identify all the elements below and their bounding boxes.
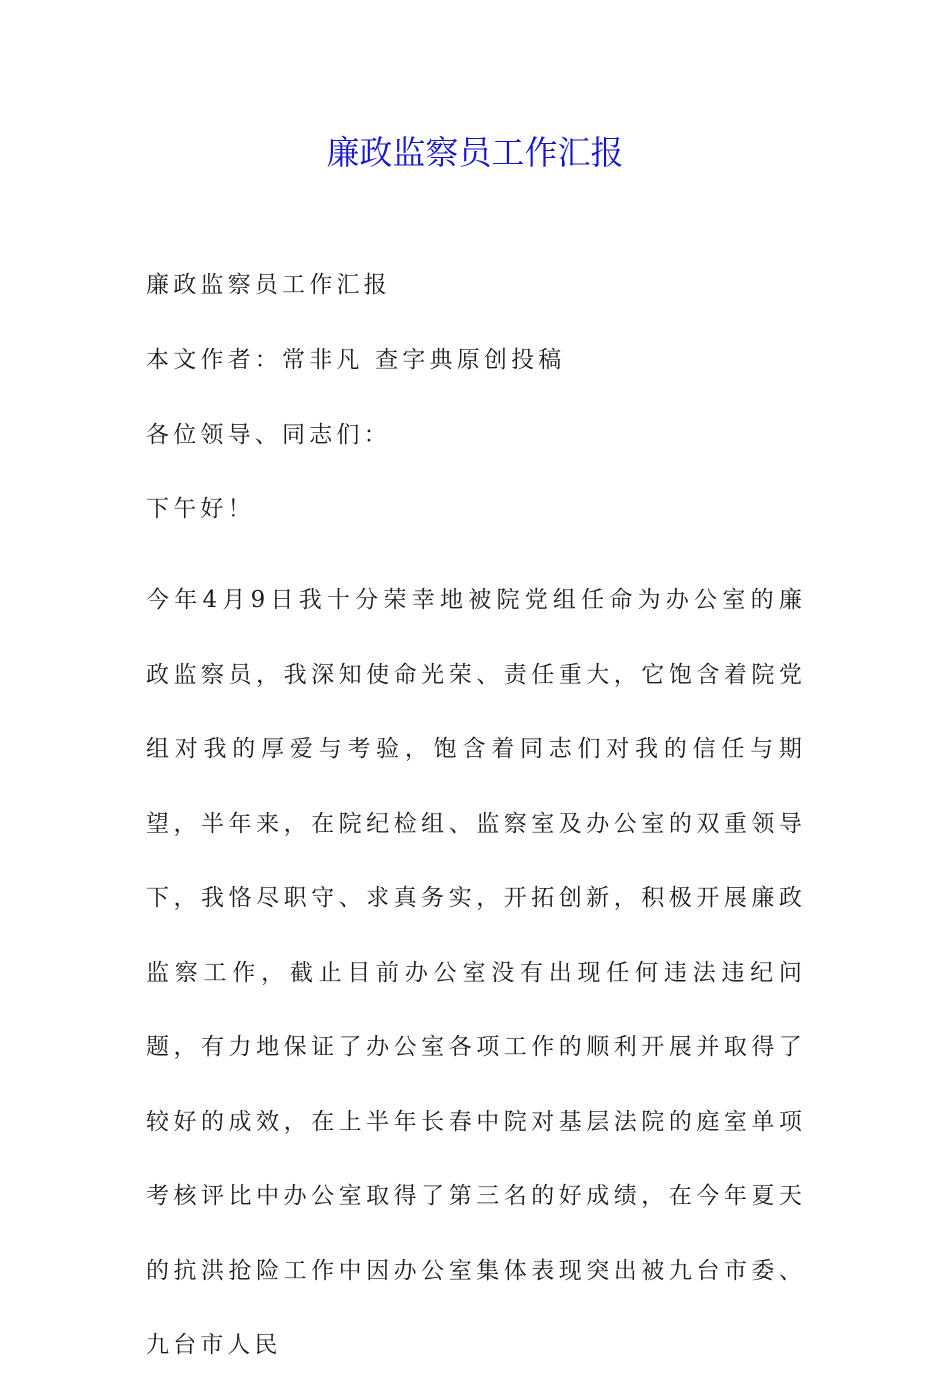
body-paragraph: 今年4月9日我十分荣幸地被院党组任命为办公室的廉政监察员，我深知使命光荣、责任重大，它饱含着院党组对我的厚爱与考验，饱含着同志们对我的信任与期望，半年来，在院纪检组、监察室及办公室的双重领导下，我恪尽职守、求真务实，开拓创新，积极开展廉政监察工作，截止目前办公室没有出现任何违法违纪问题，有力地保证了办公室各项工作的顺利开展并取得了较好的成效，在上半年长春中院对基层法院的庭室单项考核评比中办公室取得了第三名的好成绩，在今年夏天的抗洪抢险工作中因办公室集体表现突出被九台市委、九台市人民 (146, 587, 806, 1358)
salutation: 各位领导、同志们： (146, 422, 391, 448)
author-line: 本文作者：常非凡 查字典原创投稿 (146, 347, 566, 373)
greeting: 下午好！ (146, 496, 255, 522)
document-title: 廉政监察员工作汇报 (326, 133, 624, 172)
document-subtitle: 廉政监察员工作汇报 (146, 272, 391, 298)
